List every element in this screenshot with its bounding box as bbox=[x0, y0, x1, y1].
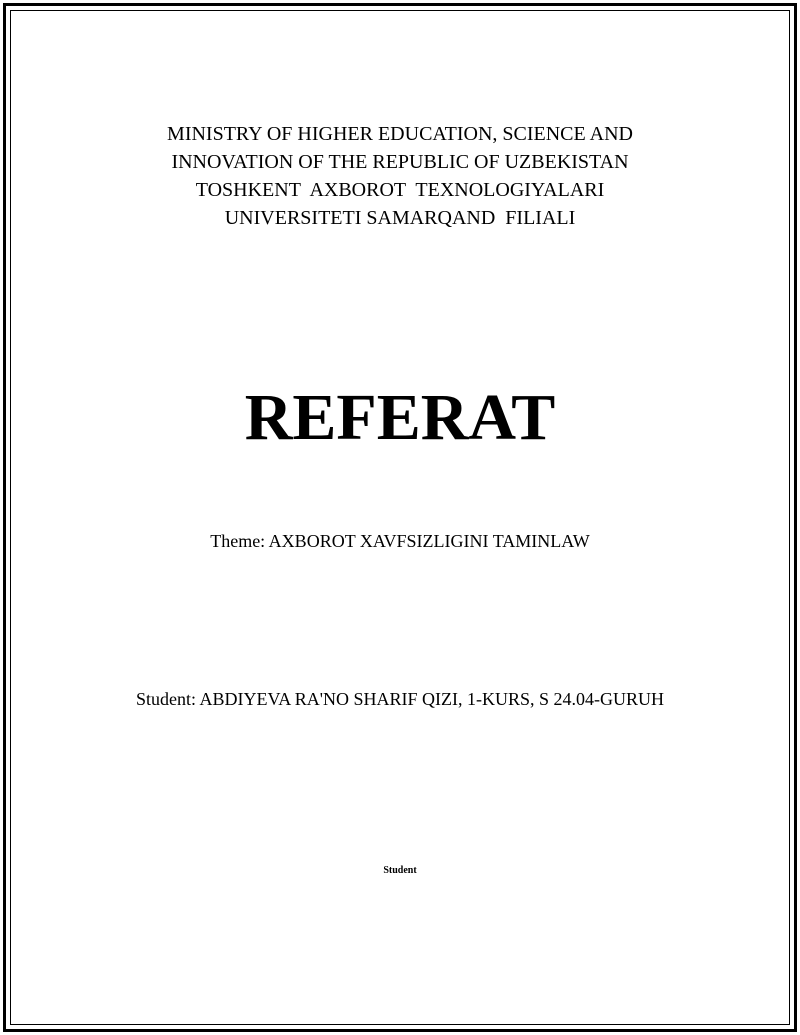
student-info-line: Student: ABDIYEVA RA'NO SHARIF QIZI, 1-KURS, S 24.04-GURUH bbox=[136, 689, 664, 709]
header-line-1: MINISTRY OF HIGHER EDUCATION, SCIENCE AND bbox=[167, 123, 633, 145]
document-title: REFERAT bbox=[244, 381, 556, 454]
student-label: Student bbox=[383, 865, 417, 876]
header-line-2: INNOVATION OF THE REPUBLIC OF UZBEKISTAN bbox=[171, 151, 629, 173]
header-line-4: UNIVERSITETI SAMARQAND FILIALI bbox=[224, 207, 576, 229]
institution-header bbox=[0, 120, 800, 232]
header-line-3: TOSHKENT AXBOROT TEXNOLOGIYALARI bbox=[195, 179, 605, 201]
theme-line: Theme: AXBOROT XAVFSIZLIGINI TAMINLAW bbox=[210, 531, 590, 551]
